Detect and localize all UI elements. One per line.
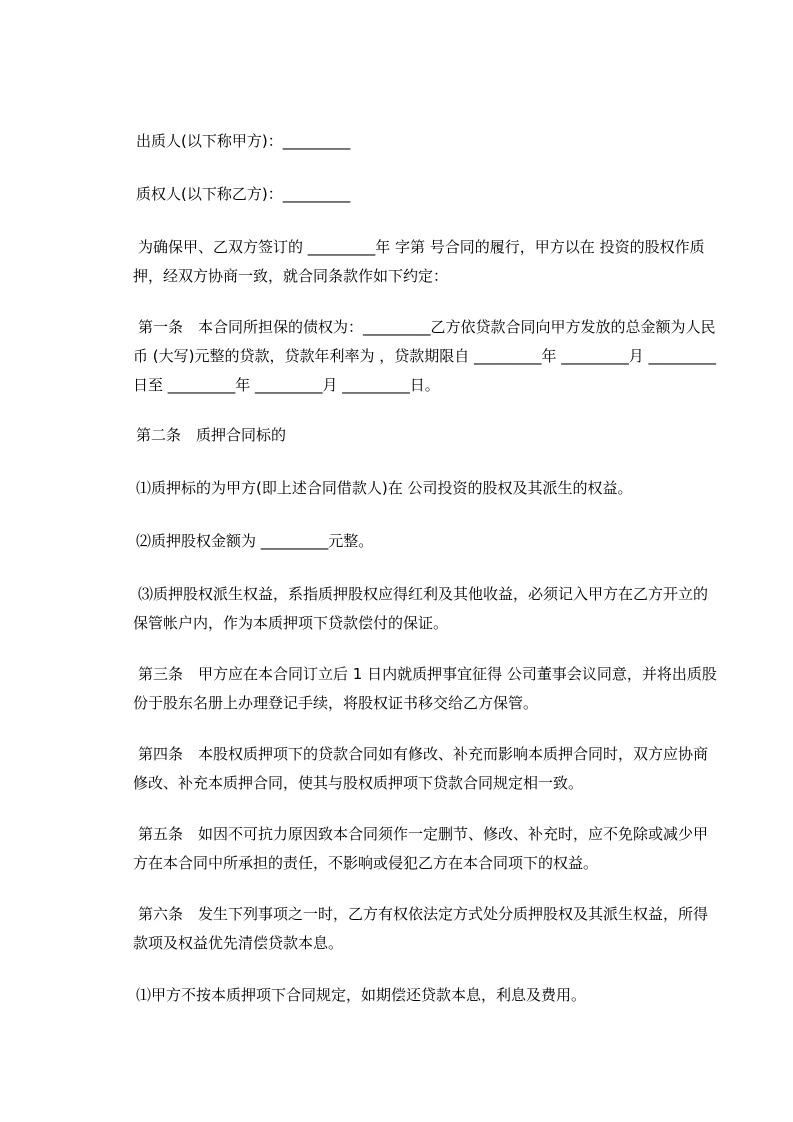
paragraph-item-1: ⑴质押标的为甲方(即上述合同借款人)在 公司投资的股权及其派生的权益。	[136, 479, 633, 497]
paragraph-pledgee: 质权人(以下称乙方)：_________	[136, 185, 351, 203]
paragraph-article-2: 第二条 质押合同标的	[136, 426, 287, 444]
paragraph-article-3: 第三条 甲方应在本合同订立后 1 日内就质押事宜征得 公司董事会议同意，并将出质股份于股东名册上办理登记手续，将股权证书移交给乙方保管。	[133, 665, 717, 712]
paragraph-item-2: ⑵质押股权金额为 _________元整。	[136, 532, 374, 550]
paragraph-preamble: 为确保甲、乙双方签订的 _________年 字第 号合同的履行，甲方以在 投资的股权作质押，经双方协商一致，就合同条款作如下约定：	[133, 238, 705, 285]
paragraph-article-4: 第四条 本股权质押项下的贷款合同如有修改、补充而影响本质押合同时，双方应协商修改、补充本质押合同，使其与股权质押项下贷款合同规定相一致。	[133, 745, 709, 792]
paragraph-pledgor: 出质人(以下称甲方)：_________	[136, 132, 351, 150]
paragraph-article-6: 第六条 发生下列事项之一时，乙方有权依法定方式处分质押股权及其派生权益，所得款项及权益优先清偿贷款本息。	[133, 905, 709, 952]
paragraph-article-1: 第一条 本合同所担保的债权为：_________乙方依贷款合同向甲方发放的总金额为人民币 (大写)元整的贷款，贷款年利率为 ，贷款期限自 _________年 _________月 _________日至 _________年 _________月 _________日。	[133, 318, 717, 394]
paragraph-article-5: 第五条 如因不可抗力原因致本合同须作一定删节、修改、补充时，应不免除或减少甲方在本合同中所承担的责任，不影响或侵犯乙方在本合同项下的权益。	[133, 825, 709, 872]
paragraph-item-3: ⑶质押股权派生权益，系指质押股权应得红利及其他收益，必须记入甲方在乙方开立的保管帐户内，作为本质押项下贷款偿付的保证。	[133, 585, 709, 632]
paragraph-article-6-item-1: ⑴甲方不按本质押项下合同规定，如期偿还贷款本息，利息及费用。	[136, 986, 587, 1004]
